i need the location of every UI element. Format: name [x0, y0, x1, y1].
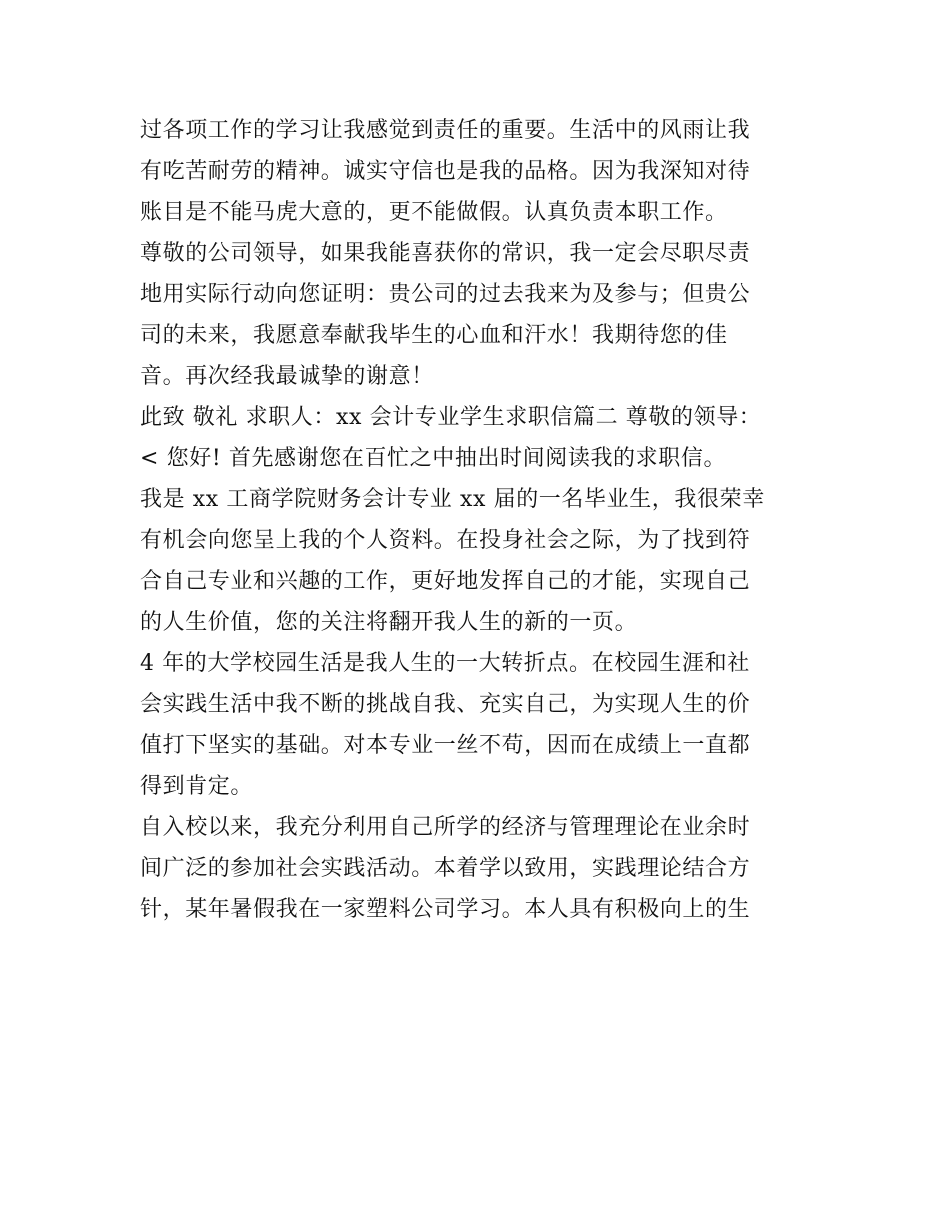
text-line: 账目是不能马虎大意的，更不能做假。认真负责本职工作。	[140, 200, 728, 225]
text-line: 自入校以来，我充分利用自己所学的经济与管理理论在业余时	[140, 815, 751, 840]
text-line: 针，某年暑假我在一家塑料公司学习。本人具有积极向上的生	[140, 897, 751, 922]
text-line: 会实践生活中我不断的挑战自我、充实自己，为实现人生的价	[140, 692, 751, 717]
text-line: 过各项工作的学习让我感觉到责任的重要。生活中的风雨让我	[140, 118, 751, 143]
text-line: 值打下坚实的基础。对本专业一丝不苟，因而在成绩上一直都	[140, 733, 751, 758]
text-line: 音。再次经我最诚挚的谢意！	[140, 364, 434, 389]
text-line: 合自己专业和兴趣的工作，更好地发挥自己的才能，实现自己	[140, 569, 751, 594]
text-line: 有机会向您呈上我的个人资料。在投身社会之际，为了找到符	[140, 528, 751, 553]
text-line: 得到肯定。	[140, 774, 254, 799]
text-line: 司的未来，我愿意奉献我毕生的心血和汗水！我期待您的佳	[140, 323, 728, 348]
text-line: 此致 敬礼 求职人：xx 会计专业学生求职信篇二 尊敬的领导：	[140, 405, 762, 430]
text-line: 地用实际行动向您证明：贵公司的过去我来为及参与；但贵公	[140, 282, 751, 307]
text-line: 4 年的大学校园生活是我人生的一大转折点。在校园生涯和社	[140, 651, 750, 676]
text-line: 间广泛的参加社会实践活动。本着学以致用，实践理论结合方	[140, 856, 751, 881]
text-line: 我是 xx 工商学院财务会计专业 xx 届的一名毕业生，我很荣幸	[140, 487, 765, 512]
text-line: 有吃苦耐劳的精神。诚实守信也是我的品格。因为我深知对待	[140, 159, 751, 184]
text-line: 尊敬的公司领导，如果我能喜获你的常识，我一定会尽职尽责	[140, 241, 751, 266]
text-line: 的人生价值，您的关注将翻开我人生的新的一页。	[140, 610, 638, 635]
text-line: < 您好! 首先感谢您在百忙之中抽出时间阅读我的求职信。	[140, 446, 727, 471]
document-body	[140, 110, 820, 930]
